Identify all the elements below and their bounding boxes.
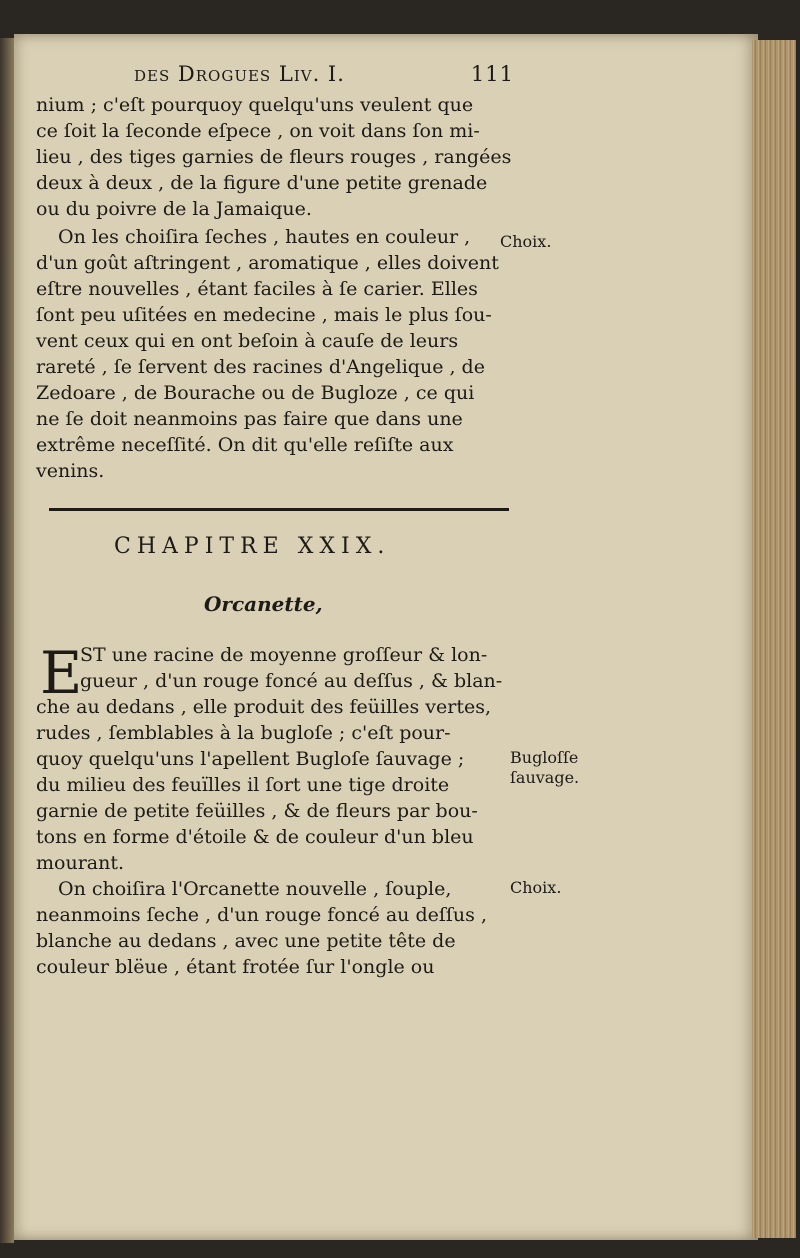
text-line: ne ſe doit neanmoins pas faire que dans une bbox=[36, 408, 463, 430]
text-line: ſont peu uſitées en medecine , mais le plus ſou- bbox=[36, 304, 492, 326]
text-line: ce ſoit la ſeconde eſpece , on voit dans ſon mi- bbox=[36, 120, 480, 142]
margin-note-sauvage: ſauvage. bbox=[510, 768, 580, 787]
text-line: blanche au dedans , avec une petite tête de bbox=[36, 930, 456, 952]
chapter-title: CHAPITRE XXIX. bbox=[114, 534, 391, 559]
text-line: venins. bbox=[36, 460, 105, 482]
text-line: du milieu des feuïlles il ſort une tige droite bbox=[36, 774, 450, 796]
page-header bbox=[134, 62, 514, 96]
margin-note-choix: Choix. bbox=[500, 232, 552, 251]
text-line: garnie de petite feüilles , & de fleurs par bou- bbox=[36, 800, 478, 822]
text-line: quoy quelqu'uns l'apellent Bugloſe ſauvage ; bbox=[36, 748, 465, 770]
text-line: lieu , des tiges garnies de fleurs rouges , rangées bbox=[36, 146, 512, 168]
page-block-edges bbox=[752, 40, 796, 1238]
text-line: tons en forme d'étoile & de couleur d'un bleu bbox=[36, 826, 474, 848]
text-line: d'un goût aſtringent , aromatique , elles doivent bbox=[36, 252, 499, 274]
text-line: mourant. bbox=[36, 852, 125, 874]
text-line: ou du poivre de la Jamaique. bbox=[36, 198, 312, 220]
text-line: On choiſira l'Orcanette nouvelle , ſouple, bbox=[58, 878, 452, 900]
text-line: Zedoare , de Bourache ou de Bugloze , ce qui bbox=[36, 382, 475, 404]
text-line: extrême neceſſité. On dit qu'elle reſiſte aux bbox=[36, 434, 454, 456]
text-line: On les choiſira ſeches , hautes en couleur , bbox=[58, 226, 471, 248]
text-line: ST une racine de moyenne groſſeur & lon- bbox=[80, 644, 488, 666]
book-page bbox=[14, 34, 758, 1240]
text-line: neanmoins ſeche , d'un rouge foncé au deſſus , bbox=[36, 904, 487, 926]
section-rule bbox=[49, 508, 509, 511]
text-line: rudes , ſemblables à la bugloſe ; c'eſt pour- bbox=[36, 722, 451, 744]
text-line: eſtre nouvelles , étant faciles à ſe carier. Elles bbox=[36, 278, 478, 300]
margin-note-buglosse: Bugloſſe bbox=[510, 748, 579, 767]
text-line: deux à deux , de la figure d'une petite grenade bbox=[36, 172, 488, 194]
text-line: che au dedans , elle produit des feüilles vertes, bbox=[36, 696, 491, 718]
text-line: nium ; c'eſt pourquoy quelqu'uns veulent que bbox=[36, 94, 474, 116]
text-line: rareté , ſe ſervent des racines d'Angelique , de bbox=[36, 356, 485, 378]
text-line: vent ceux qui en ont beſoin à cauſe de leurs bbox=[36, 330, 459, 352]
page-number: 111 bbox=[470, 62, 514, 86]
margin-note-choix: Choix. bbox=[510, 878, 562, 897]
text-line: gueur , d'un rouge foncé au deſſus , & blan- bbox=[80, 670, 503, 692]
drop-cap: E bbox=[40, 639, 83, 707]
page-left-edge bbox=[0, 38, 14, 1243]
text-line: couleur blëue , étant frotée ſur l'ongle ou bbox=[36, 956, 435, 978]
chapter-subtitle: Orcanette, bbox=[204, 592, 323, 616]
running-title: des Drogues Liv. I. bbox=[134, 62, 345, 86]
